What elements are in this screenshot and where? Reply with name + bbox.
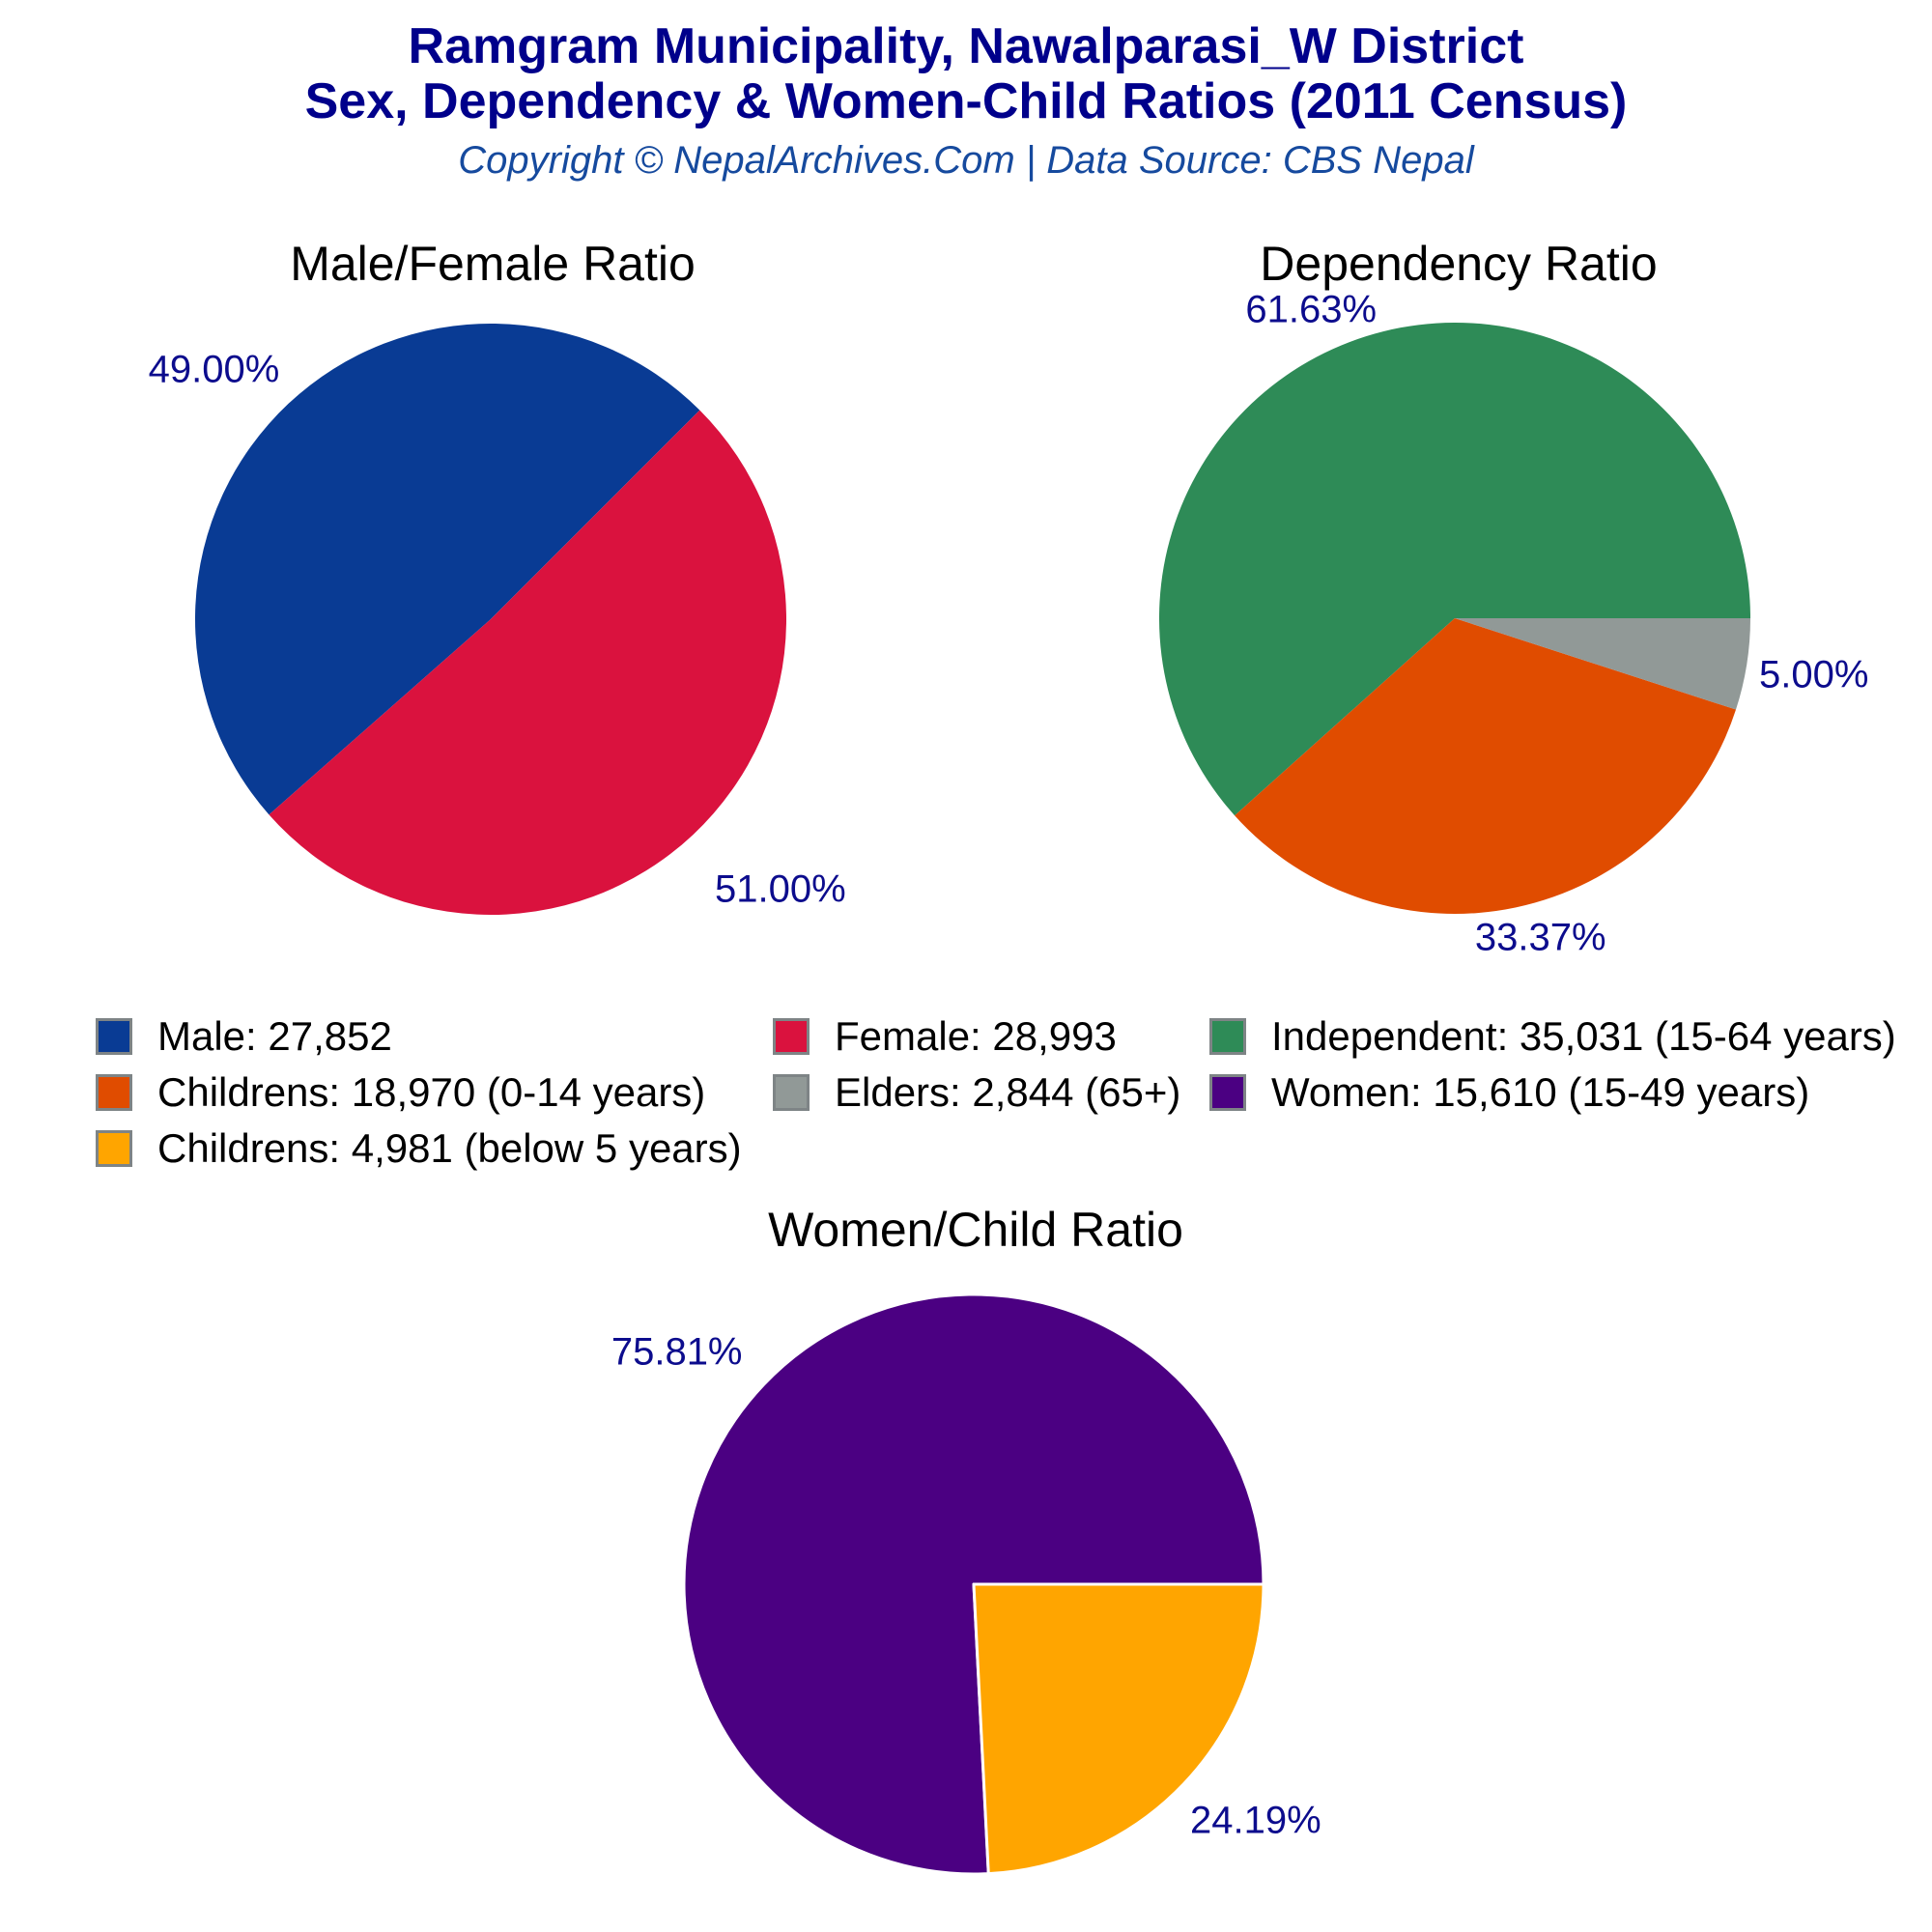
figure-header (0, 19, 1932, 183)
legend-swatch-male (96, 1018, 132, 1055)
legend-label-female: Female: 28,993 (835, 1013, 1117, 1059)
pie-chart-women-child-ratio (541, 1203, 1410, 1932)
pie-title-women-child: Women/Child Ratio (768, 1203, 1183, 1257)
pie-title-male-female: Male/Female Ratio (290, 237, 696, 291)
legend-item-childrens-under5 (96, 1125, 773, 1172)
legend-item-childrens-0-14 (96, 1069, 773, 1116)
legend-swatch-childrens-under5 (96, 1130, 132, 1167)
legend-item-elders (773, 1069, 1209, 1116)
pct-label-elders-65-: 5.00% (1759, 653, 1869, 696)
legend-swatch-elders (773, 1074, 810, 1111)
figure-title-line2: Sex, Dependency & Women-Child Ratios (2011 Census) (304, 73, 1628, 130)
pie-chart-male-female-ratio (58, 237, 927, 971)
legend-label-childrens-0-14: Childrens: 18,970 (0-14 years) (157, 1069, 706, 1115)
figure-title (0, 19, 1932, 129)
figure-subtitle: Copyright © NepalArchives.Com | Data Source: CBS Nepal (458, 139, 1474, 183)
pct-label-independent-15-64-years-: 61.63% (1245, 288, 1378, 331)
legend-label-childrens-under5: Childrens: 4,981 (below 5 years) (157, 1125, 742, 1171)
legend-swatch-independent (1209, 1018, 1246, 1055)
legend-swatch-women (1209, 1074, 1246, 1111)
pie-0-graphic (58, 237, 927, 971)
pie-1-graphic (1024, 237, 1893, 971)
legend-item-male (96, 1013, 773, 1060)
legend-swatch-female (773, 1018, 810, 1055)
legend-item-independent (1209, 1013, 1932, 1060)
legend-item-female (773, 1013, 1209, 1060)
legend-label-elders: Elders: 2,844 (65+) (835, 1069, 1181, 1115)
legend-label-women: Women: 15,610 (15-49 years) (1271, 1069, 1810, 1115)
pie-title-dependency: Dependency Ratio (1260, 237, 1658, 291)
legend-label-independent: Independent: 35,031 (15-64 years) (1271, 1013, 1896, 1059)
pct-label-female: 51.00% (715, 867, 846, 911)
legend-item-women (1209, 1069, 1932, 1116)
pct-label-childrens-0-14-years-: 33.37% (1474, 916, 1606, 959)
pct-label-childrens-below-5-years-: 24.19% (1190, 1799, 1321, 1842)
figure-legend (96, 1009, 1931, 1177)
pct-label-women-15-49-years-: 75.81% (611, 1330, 743, 1374)
legend-swatch-childrens-0-14 (96, 1074, 132, 1111)
pct-label-male: 49.00% (148, 348, 280, 391)
pie-chart-dependency-ratio (1024, 237, 1893, 971)
figure-title-line1: Ramgram Municipality, Nawalparasi_W District (408, 18, 1524, 74)
legend-label-male: Male: 27,852 (157, 1013, 392, 1059)
